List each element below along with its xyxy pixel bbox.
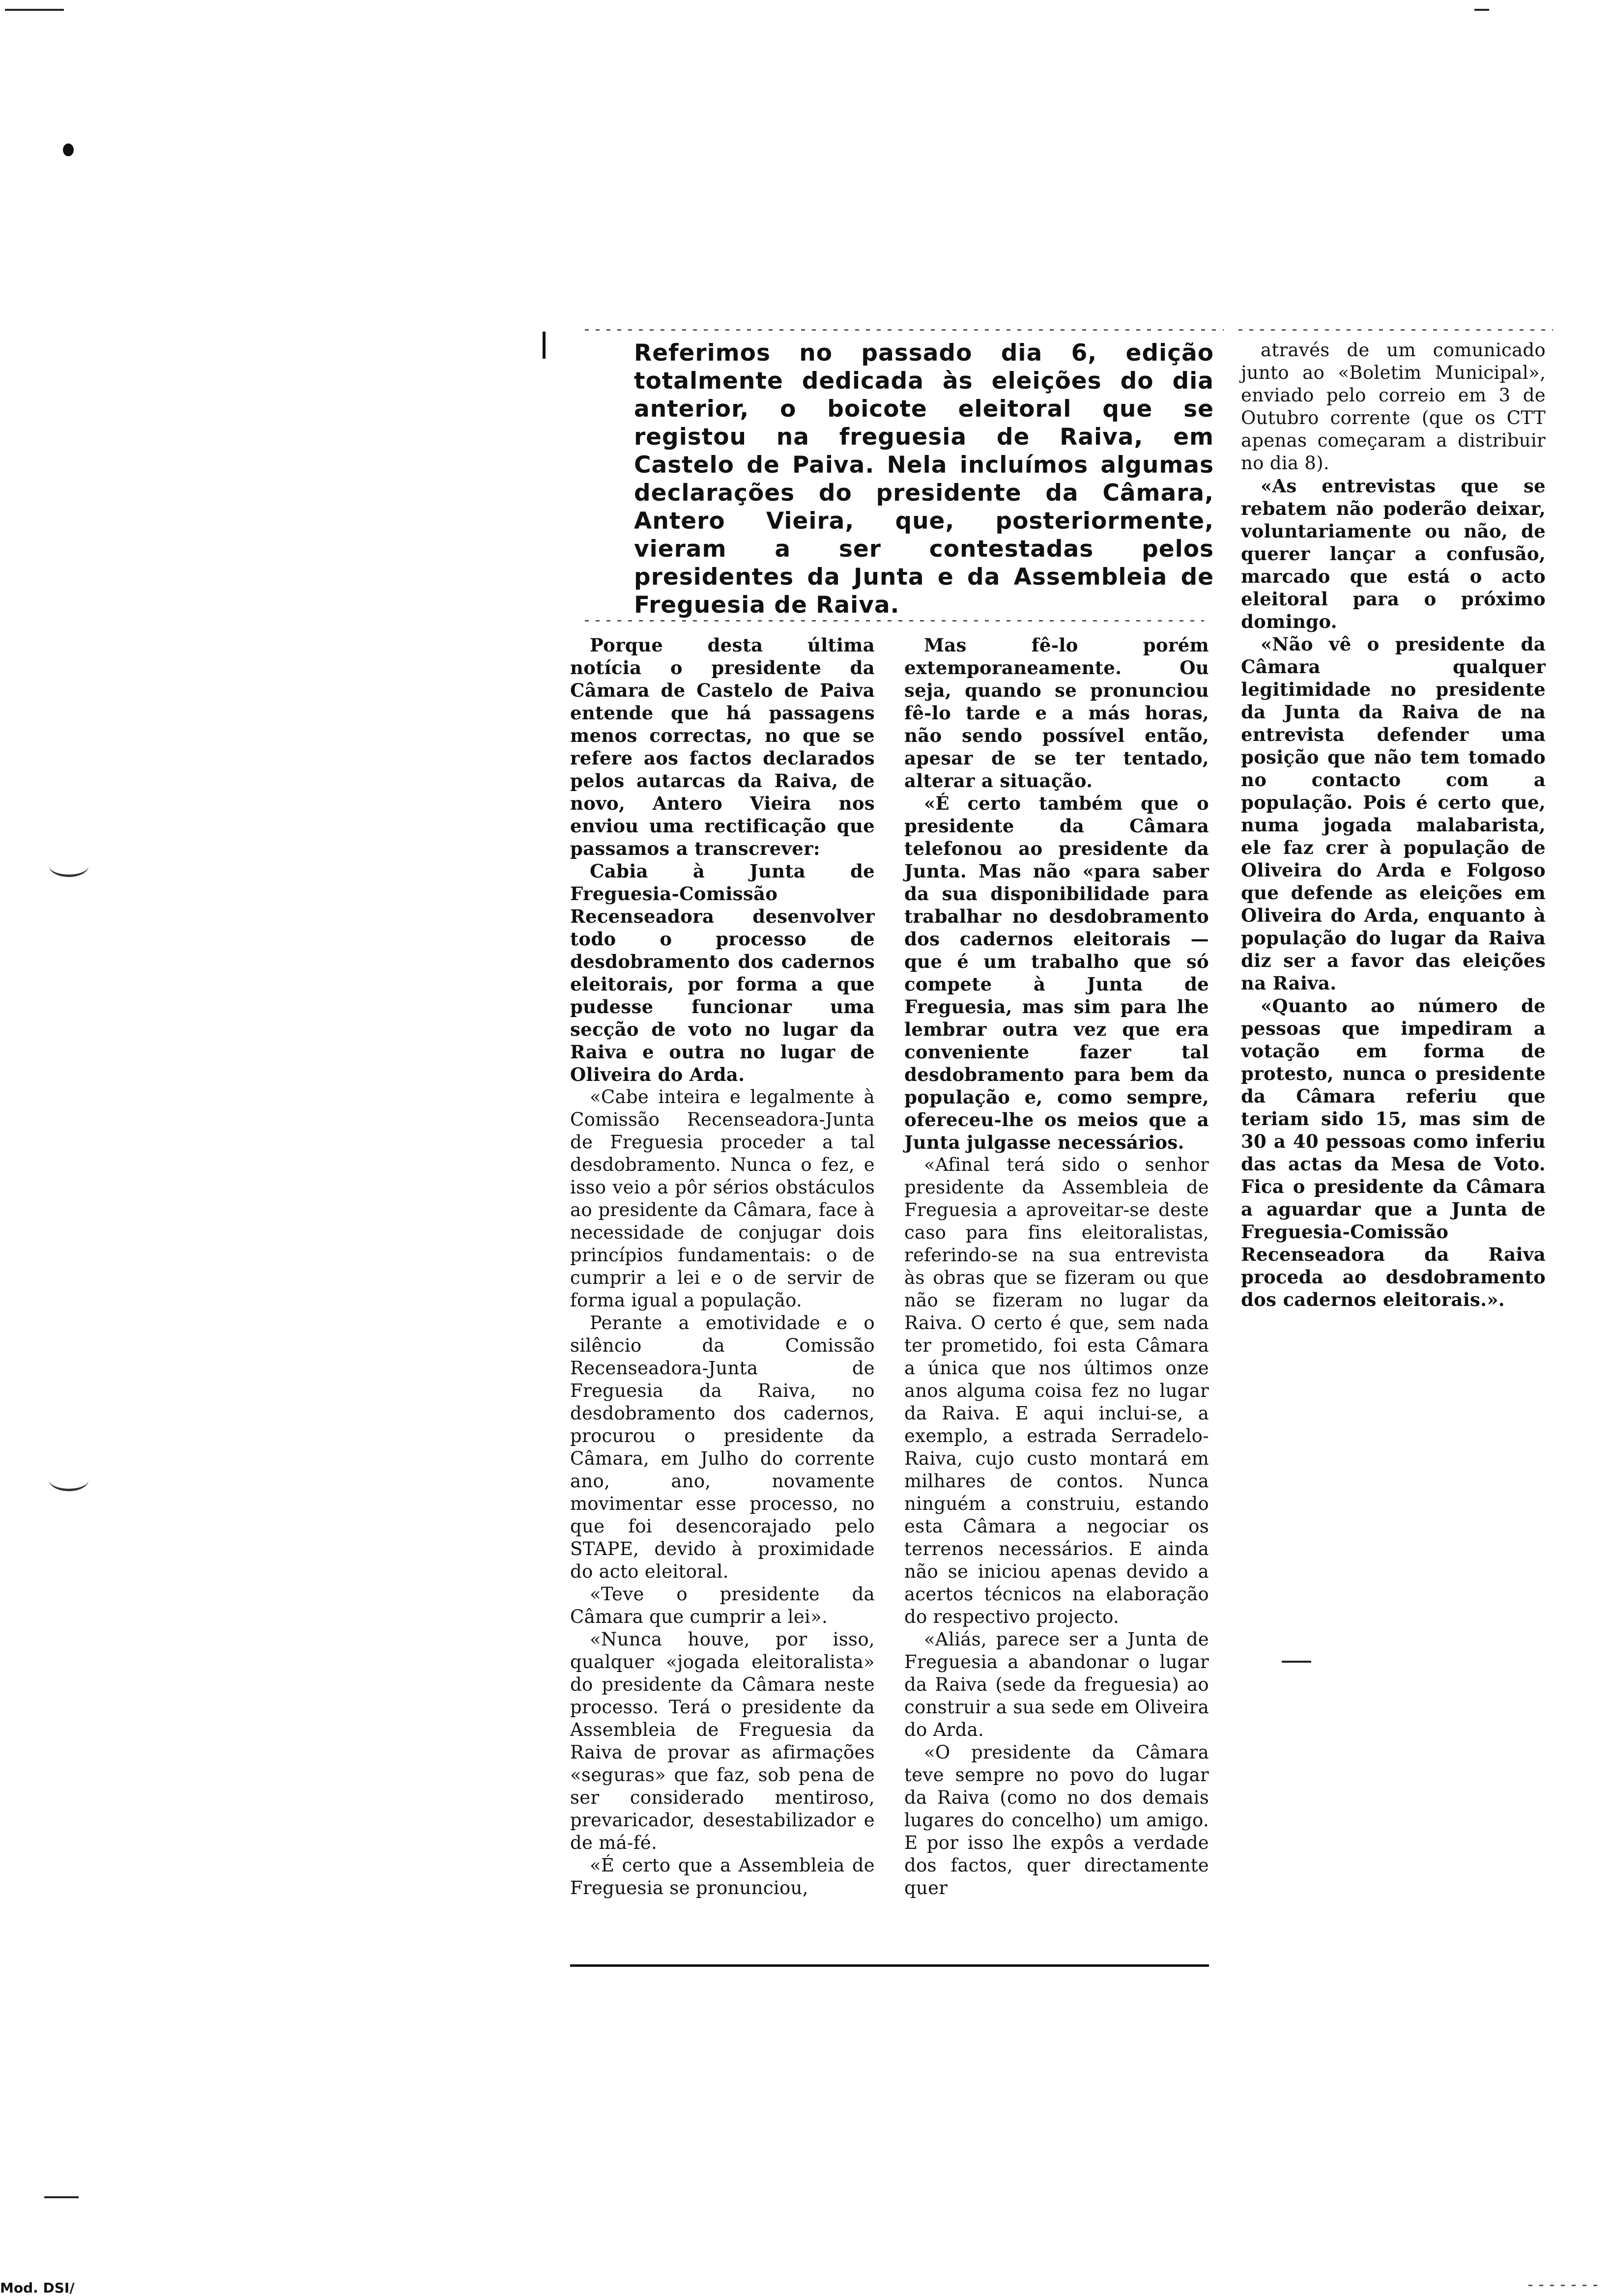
punch-dot <box>63 143 74 156</box>
article-column-1 <box>570 634 875 1899</box>
paragraph: «Cabe inteira e legalmente à Comissão Recenseadora-Junta de Freguesia proceder a tal desdobramento. Nunca o fez, e isso veio a pôr sérios obstáculos ao presidente da Câmara, face à necessidade de conjugar dois princípios fundamentais: o de cumprir a lei e o de servir de forma igual a população. <box>570 1086 875 1311</box>
paragraph: «O presidente da Câmara teve sempre no povo do lugar da Raiva (como no dos demais lugares do concelho) um amigo. E por isso lhe expôs a verdade dos factos, quer directamente quer <box>904 1742 1209 1899</box>
form-code: Mod. DSI/ <box>0 2280 75 2296</box>
scan-mark-right <box>1282 1661 1311 1663</box>
paragraph: Mas fê-lo porém extemporaneamente. Ou seja, quando se pronunciou fê-lo tarde e a más horas, não sendo possível então, apesar de se ter tentado, alterar a situação. <box>904 634 1209 792</box>
scan-mark-bottom-left <box>44 2196 79 2198</box>
paragraph: «Não vê o presidente da Câmara qualquer legitimidade no presidente da Junta da Raiva de na entrevista defender uma posição que não tem tomado no contacto com a população. Pois é certo que, numa jogada malabarista, ele faz crer à população de Oliveira do Arda e Folgoso que defende as eleições em Oliveira do Arda, enquanto à população do lugar da Raiva diz ser a favor das eleições na Raiva. <box>1241 633 1546 994</box>
paragraph: «Aliás, parece ser a Junta de Freguesia a abandonar o lugar da Raiva (sede da freguesia) ao construir a sua sede em Oliveira do Arda. <box>904 1629 1209 1740</box>
paragraph: Perante a emotividade e o silêncio da Comissão Recenseadora-Junta de Freguesia da Raiva, no desdobramento dos cadernos, procurou o presidente da Câmara, em Julho do corrente ano, ano, novamente movimentar esse processo, no que foi desencorajado pelo STAPE, devido à proximidade do acto eleitoral. <box>570 1312 875 1582</box>
paragraph: «É certo também que o presidente da Câmara telefonou ao presidente da Junta. Mas não «para saber da sua disponibilidade para trabalhar no desdobramento dos cadernos eleitorais — que é um trabalho que só compete à Junta de Freguesia, mas sim para lhe lembrar outra vez que era conveniente fazer tal desdobramento para bem da população e, como sempre, ofereceu-lhe os meios que a Junta julgasse necessários. <box>904 793 1209 1153</box>
paragraph: «Afinal terá sido o senhor presidente da Assembleia de Freguesia a aproveitar-se deste caso para fins eleitoralistas, referindo-se na sua entrevista às obras que se fizeram ou que não se fizeram no lugar da Raiva. O certo é que, sem nada ter prometido, foi esta Câmara a única que nos últimos onze anos alguma coisa fez no lugar da Raiva. E aqui inclui-se, a exemplo, a estrada Serradelo-Raiva, cujo custo montará em milhares de contos. Nunca ninguém a construiu, estando esta Câmara a negociar os terrenos necessários. E ainda não se iniciou apenas devido a acertos técnicos na elaboração do respectivo projecto. <box>904 1154 1209 1627</box>
scan-noise <box>1528 2285 1602 2286</box>
clipping-bottom-rule <box>570 1964 1209 1967</box>
article-column-3 <box>1241 339 1546 1311</box>
scan-noise <box>585 620 1204 622</box>
paragraph: Porque desta última notícia o presidente da Câmara de Castelo de Paiva entende que há passagens menos correctas, no que se refere aos factos declarados pelos autarcas da Raiva, de novo, Antero Vieira nos enviou uma rectificação que passamos a transcrever: <box>570 634 875 859</box>
paragraph: «Quanto ao número de pessoas que impediram a votação em forma de protesto, nunca o presidente da Câmara referiu que teriam sido 15, mas sim de 30 a 40 pessoas como inferiu das actas da Mesa de Voto. Fica o presidente da Câmara a aguardar que a Junta de Freguesia-Comissão Recenseadora da Raiva proceda ao desdobramento dos cadernos eleitorais.». <box>1241 995 1546 1310</box>
article-lead: Referimos no passado dia 6, edição totalmente dedicada às eleições do dia anterior, o boicote eleitoral que se registou na freguesia de Raiva, em Castelo de Paiva. Nela incluímos algumas declarações do presidente da Câmara, Antero Vieira, que, posteriormente, vieram a ser contestadas pelos presidentes da Junta e da Assembleia de Freguesia de Raiva. <box>634 340 1214 619</box>
scan-noise <box>585 329 1224 331</box>
article-column-2 <box>904 634 1209 1899</box>
paragraph: através de um comunicado junto ao «Boletim Municipal», enviado pelo correio em 3 de Outubro corrente (que os CTT apenas começaram a distribuir no dia 8). <box>1241 340 1546 474</box>
binder-hole-mark <box>49 1469 88 1491</box>
paragraph: «As entrevistas que se rebatem não poderão deixar, voluntariamente ou não, de querer lançar a confusão, marcado que está o acto eleitoral para o próximo domingo. <box>1241 475 1546 632</box>
paragraph: Cabia à Junta de Freguesia-Comissão Recenseadora desenvolver todo o processo de desdobramento dos cadernos eleitorais, por forma a que pudesse funcionar uma secção de voto no lugar da Raiva e outra no lugar de Oliveira do Arda. <box>570 860 875 1085</box>
scan-mark-top-left <box>5 9 64 11</box>
paragraph: «É certo que a Assembleia de Freguesia se pronunciou, <box>570 1855 875 1899</box>
scan-noise <box>1238 329 1553 331</box>
scan-mark-top-right <box>1474 9 1489 11</box>
paragraph: «Nunca houve, por isso, qualquer «jogada eleitoralista» do presidente da Câmara neste processo. Terá o presidente da Assembleia de Freguesia da Raiva de provar as afirmações «seguras» que faz, sob pena de ser considerado mentiroso, prevaricador, desestabilizador e de má-fé. <box>570 1629 875 1853</box>
clipping-edge-bar <box>543 332 546 359</box>
binder-hole-mark <box>49 855 88 877</box>
paragraph: «Teve o presidente da Câmara que cumprir a lei». <box>570 1584 875 1627</box>
